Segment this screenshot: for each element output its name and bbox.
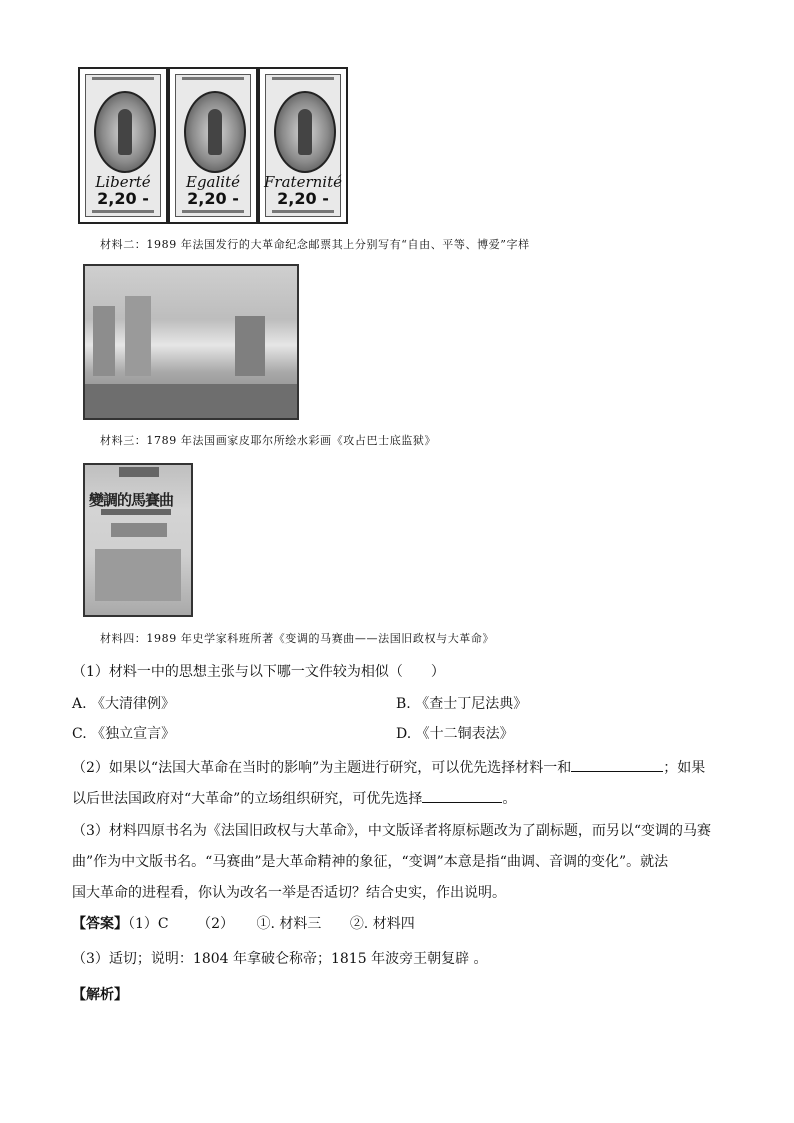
stamps-figure [78,67,350,222]
stamp-price: 2,20 - [97,189,149,208]
question-1-stem: （1）材料一中的思想主张与以下哪一文件较为相似（ ） [72,664,445,680]
question-3-line2: 曲”作为中文版书名。“马赛曲”是大革命精神的象征，“变调”本意是指“曲调、音调的变化”。就法 [72,854,669,870]
question-3-line1: （3）材料四原书名为《法国旧政权与大革命》，中文版译者将原标题改为了副标题，而另以“变调的马赛 [72,823,712,839]
bastille-painting-image [83,264,299,420]
stamp-price: 2,20 - [277,189,329,208]
question-2-line2 [72,788,516,808]
question-2-line1 [72,757,705,777]
question-2-part4: 。 [502,791,517,807]
answer-q2-2: ②. 材料四 [349,916,415,932]
caption-material4: 材料四：1989 年史学家科班所著《变调的马赛曲——法国旧政权与大革命》 [100,632,495,645]
answer-label: 【答案】 [72,916,128,932]
answer-blank-2[interactable] [422,788,502,803]
answer-q2-label: （2） [197,916,234,932]
book-title: 變調的馬賽曲 [89,491,174,509]
answer-q1: （1）C [128,916,169,932]
question-2-part3: 以后世法国政府对“大革命”的立场组织研究，可优先选择 [72,791,423,807]
option-d: D. 《十二铜表法》 [396,726,514,742]
option-c: C. 《独立宣言》 [72,726,176,742]
caption-material3: 材料三：1789 年法国画家皮耶尔所绘水彩画《攻占巴士底监狱》 [100,434,437,447]
stamp-fraternite [258,67,348,224]
option-b: B. 《查士丁尼法典》 [396,696,528,712]
answer-q2-1: ①. 材料三 [256,916,322,932]
book-cover-image [83,463,193,617]
option-a: A. 《大清律例》 [72,696,176,712]
analysis-label: 【解析】 [72,987,128,1003]
answer-line1 [72,913,415,933]
question-3-line3: 国大革命的进程看，你认为改名一举是否适切？结合史实，作出说明。 [72,885,506,901]
question-2-part1: （2）如果以“法国大革命在当时的影响”为主题进行研究，可以优先选择材料一和 [72,760,572,776]
stamp-word: Liberté [95,173,151,191]
stamp-word: Egalité [186,173,240,191]
question-2-part2: ；如果 [663,760,706,776]
answer-q3: （3）适切；说明：1804 年拿破仑称帝；1815 年波旁王朝复辟 。 [72,951,488,967]
answer-blank-1[interactable] [571,757,663,772]
stamp-liberte [78,67,168,224]
stamp-price: 2,20 - [187,189,239,208]
caption-material2: 材料二：1989 年法国发行的大革命纪念邮票其上分别写有“自由、平等、博爱”字样 [100,238,530,251]
stamp-word: Fraternité [264,173,342,191]
stamp-egalite [168,67,258,224]
